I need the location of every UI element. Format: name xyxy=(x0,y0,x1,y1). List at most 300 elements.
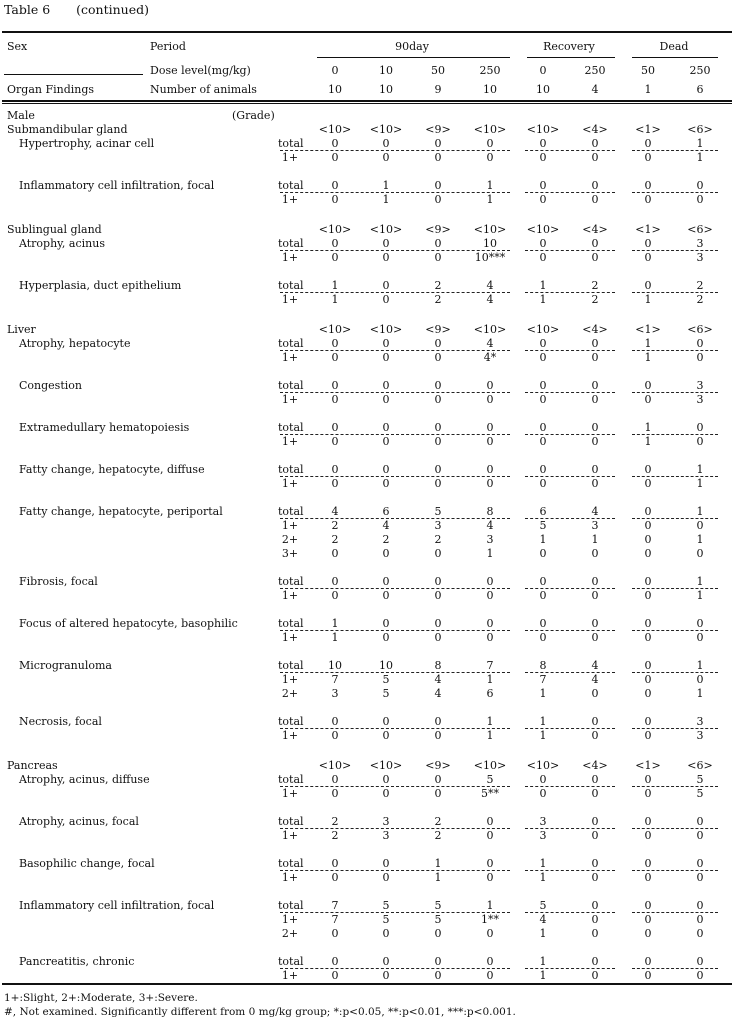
cell-value: 0 xyxy=(696,193,704,206)
cell-value: 0 xyxy=(591,237,599,250)
cell-value: 5 xyxy=(434,505,442,518)
group-n: <10> xyxy=(526,123,560,136)
cell-value: 0 xyxy=(644,687,652,700)
cell-value: 0 xyxy=(644,237,652,250)
grade-total: total xyxy=(278,815,304,828)
cell-value: 0 xyxy=(591,421,599,434)
cell-value: 0 xyxy=(539,379,547,392)
group-n: <10> xyxy=(526,323,560,336)
cell-value: 0 xyxy=(539,575,547,588)
footnote-significance: #, Not examined. Significantly different from 0 mg/kg group; *:p<0.05, **:p<0.01, ***:p<0.001. xyxy=(4,1006,516,1018)
cell-value: 1 xyxy=(539,293,547,306)
finding-name: Congestion xyxy=(19,379,82,392)
cell-value: 1 xyxy=(382,179,390,192)
cell-value: 0 xyxy=(486,955,494,968)
cell-value: 0 xyxy=(382,787,390,800)
cell-value: 1 xyxy=(486,673,494,686)
period-group-underline-0 xyxy=(317,57,510,58)
cell-value: 0 xyxy=(434,773,442,786)
cell-value: 1 xyxy=(539,533,547,546)
cell-value: 0 xyxy=(696,435,704,448)
animal-count: 10 xyxy=(379,83,393,96)
cell-value: 0 xyxy=(331,251,339,264)
grade-level: 1+ xyxy=(281,871,299,884)
cell-value: 3 xyxy=(696,379,704,392)
cell-value: 0 xyxy=(644,477,652,490)
cell-value: 0 xyxy=(696,337,704,350)
cell-value: 0 xyxy=(434,351,442,364)
cell-value: 0 xyxy=(331,857,339,870)
cell-value: 0 xyxy=(696,969,704,982)
cell-value: 0 xyxy=(591,913,599,926)
cell-value: 0 xyxy=(382,575,390,588)
cell-value: 0 xyxy=(644,533,652,546)
cell-value: 0 xyxy=(434,631,442,644)
organ-name: Liver xyxy=(7,323,36,336)
cell-value: 8 xyxy=(486,505,494,518)
finding-name: Inflammatory cell infiltration, focal xyxy=(19,179,215,192)
cell-value: 0 xyxy=(644,773,652,786)
cell-value: 0 xyxy=(331,927,339,940)
cell-value: 0 xyxy=(539,477,547,490)
footnote-grades: 1+:Slight, 2+:Moderate, 3+:Severe. xyxy=(4,992,198,1004)
table-continued-note: (continued) xyxy=(76,2,150,17)
cell-value: 0 xyxy=(382,729,390,742)
finding-name: Microgranuloma xyxy=(19,659,112,672)
cell-value: 6 xyxy=(539,505,547,518)
cell-value: 0 xyxy=(331,787,339,800)
group-n: <4> xyxy=(582,223,608,236)
cell-value: 0 xyxy=(434,729,442,742)
grade-level: 1+ xyxy=(281,251,299,264)
cell-value: 0 xyxy=(486,463,494,476)
grade-level: 1+ xyxy=(281,589,299,602)
group-n: <4> xyxy=(582,759,608,772)
cell-value: 0 xyxy=(331,463,339,476)
cell-value: 4 xyxy=(591,673,599,686)
group-n: <10> xyxy=(318,123,352,136)
cell-value: 1 xyxy=(696,151,704,164)
cell-value: 0 xyxy=(644,505,652,518)
cell-value: 7 xyxy=(331,899,339,912)
cell-value: 0 xyxy=(591,463,599,476)
cell-value: 0 xyxy=(644,969,652,982)
cell-value: 2 xyxy=(434,279,442,292)
cell-value: 0 xyxy=(591,151,599,164)
cell-value: 1 xyxy=(382,193,390,206)
organ-name: Submandibular gland xyxy=(7,123,128,136)
sex-label: Male xyxy=(7,109,35,122)
dose-value: 250 xyxy=(689,64,711,77)
cell-value: 7 xyxy=(539,673,547,686)
cell-value: 4 xyxy=(486,337,494,350)
grade-total: total xyxy=(278,659,304,672)
cell-value: 0 xyxy=(644,589,652,602)
cell-value: 2 xyxy=(591,293,599,306)
grade-total: total xyxy=(278,857,304,870)
finding-name: Fatty change, hepatocyte, diffuse xyxy=(19,463,205,476)
finding-name: Extramedullary hematopoiesis xyxy=(19,421,190,434)
cell-value: 1 xyxy=(486,899,494,912)
cell-value: 2 xyxy=(331,519,339,532)
cell-value: 0 xyxy=(696,179,704,192)
cell-value: 0 xyxy=(644,899,652,912)
cell-value: 4 xyxy=(331,505,339,518)
cell-value: 0 xyxy=(539,773,547,786)
grade-level: 1+ xyxy=(281,193,299,206)
cell-value: 1 xyxy=(696,687,704,700)
cell-value: 5 xyxy=(434,913,442,926)
cell-value: 1 xyxy=(331,293,339,306)
cell-value: 5 xyxy=(382,899,390,912)
grade-total: total xyxy=(278,505,304,518)
grade-level: 2+ xyxy=(281,687,299,700)
grade-level: 1+ xyxy=(281,393,299,406)
cell-value: 0 xyxy=(644,179,652,192)
cell-value: 0 xyxy=(644,715,652,728)
cell-value: 0 xyxy=(644,547,652,560)
cell-value: 0 xyxy=(591,631,599,644)
cell-value: 4 xyxy=(539,913,547,926)
cell-value: 0 xyxy=(486,829,494,842)
cell-value: 0 xyxy=(434,237,442,250)
cell-value: 0 xyxy=(434,337,442,350)
group-n: <1> xyxy=(635,123,661,136)
cell-value: 1 xyxy=(644,293,652,306)
grade-level: 2+ xyxy=(281,533,299,546)
cell-value: 0 xyxy=(696,631,704,644)
grade-level: 1+ xyxy=(281,519,299,532)
cell-value: 1 xyxy=(486,193,494,206)
cell-value: 0 xyxy=(486,575,494,588)
cell-value: 0 xyxy=(486,815,494,828)
cell-value: 0 xyxy=(644,137,652,150)
cell-value: 0 xyxy=(696,927,704,940)
cell-value: 0 xyxy=(644,279,652,292)
finding-name: Necrosis, focal xyxy=(19,715,102,728)
grade-total: total xyxy=(278,337,304,350)
cell-value: 1 xyxy=(539,857,547,870)
cell-value: 0 xyxy=(382,477,390,490)
cell-value: 0 xyxy=(382,237,390,250)
finding-name: Pancreatitis, chronic xyxy=(19,955,135,968)
cell-value: 0 xyxy=(644,617,652,630)
cell-value: 0 xyxy=(539,617,547,630)
cell-value: 3 xyxy=(591,519,599,532)
group-n: <10> xyxy=(369,123,403,136)
cell-value: 0 xyxy=(382,927,390,940)
cell-value: 0 xyxy=(539,179,547,192)
cell-value: 0 xyxy=(591,393,599,406)
group-n: <10> xyxy=(473,123,507,136)
cell-value: 1 xyxy=(539,955,547,968)
finding-name: Hyperplasia, duct epithelium xyxy=(19,279,182,292)
cell-value: 3 xyxy=(382,815,390,828)
grade-level: 1+ xyxy=(281,351,299,364)
dose-value: 10 xyxy=(379,64,393,77)
cell-value: 0 xyxy=(382,351,390,364)
cell-value: 0 xyxy=(331,193,339,206)
cell-value: 0 xyxy=(539,137,547,150)
grade-total: total xyxy=(278,899,304,912)
cell-value: 0 xyxy=(382,969,390,982)
cell-value: 5 xyxy=(539,899,547,912)
organ-name: Pancreas xyxy=(7,759,58,772)
cell-value: 5 xyxy=(382,687,390,700)
cell-value: 1 xyxy=(644,351,652,364)
cell-value: 0 xyxy=(696,617,704,630)
cell-value: 3 xyxy=(696,715,704,728)
cell-value: 0 xyxy=(644,913,652,926)
cell-value: 0 xyxy=(591,899,599,912)
cell-value: 0 xyxy=(434,421,442,434)
cell-value: 0 xyxy=(382,715,390,728)
group-n: <6> xyxy=(687,123,713,136)
cell-value: 0 xyxy=(644,393,652,406)
dose-level-header: Dose level(mg/kg) xyxy=(150,64,251,77)
cell-value: 0 xyxy=(434,477,442,490)
period-group-underline-1 xyxy=(527,57,615,58)
cell-value: 0 xyxy=(644,857,652,870)
cell-value: 1 xyxy=(696,505,704,518)
cell-value: 3 xyxy=(539,829,547,842)
finding-name: Atrophy, acinus, diffuse xyxy=(19,773,150,786)
cell-value: 4 xyxy=(486,519,494,532)
cell-value: 0 xyxy=(644,659,652,672)
cell-value: 0 xyxy=(486,857,494,870)
cell-value: 0 xyxy=(434,463,442,476)
cell-value: 4 xyxy=(591,659,599,672)
grade-level: 1+ xyxy=(281,729,299,742)
cell-value: 0 xyxy=(644,519,652,532)
cell-value: 0 xyxy=(486,589,494,602)
cell-value: 0 xyxy=(591,857,599,870)
number-of-animals-header: Number of animals xyxy=(150,83,257,96)
cell-value: 1 xyxy=(696,137,704,150)
cell-value: 1 xyxy=(486,729,494,742)
cell-value: 1 xyxy=(644,337,652,350)
cell-value: 0 xyxy=(539,435,547,448)
cell-value: 7 xyxy=(486,659,494,672)
cell-value: 1 xyxy=(331,631,339,644)
cell-value: 0 xyxy=(331,151,339,164)
cell-value: 0 xyxy=(644,631,652,644)
cell-value: 0 xyxy=(696,519,704,532)
group-n: <6> xyxy=(687,759,713,772)
cell-value: 0 xyxy=(434,617,442,630)
grade-total: total xyxy=(278,463,304,476)
cell-value: 3 xyxy=(696,729,704,742)
cell-value: 0 xyxy=(382,435,390,448)
animal-count: 10 xyxy=(536,83,550,96)
group-n: <10> xyxy=(473,323,507,336)
cell-value: 2 xyxy=(696,279,704,292)
cell-value: 0 xyxy=(486,969,494,982)
cell-value: 3 xyxy=(696,237,704,250)
finding-name: Hypertrophy, acinar cell xyxy=(19,137,155,150)
organ-findings-header: Organ Findings xyxy=(7,83,95,96)
grade-total: total xyxy=(278,137,304,150)
cell-value: 0 xyxy=(591,547,599,560)
cell-value: 1 xyxy=(696,463,704,476)
grade-level: 1+ xyxy=(281,787,299,800)
cell-value: 0 xyxy=(382,773,390,786)
period-group-underline-2 xyxy=(632,57,718,58)
group-n: <10> xyxy=(526,759,560,772)
cell-value: 7 xyxy=(331,913,339,926)
cell-value: 0 xyxy=(486,151,494,164)
cell-value: 0 xyxy=(539,631,547,644)
grade-total: total xyxy=(278,421,304,434)
cell-value: 0 xyxy=(331,337,339,350)
cell-value: 1 xyxy=(696,659,704,672)
grade-level: 1+ xyxy=(281,673,299,686)
bottom-rule xyxy=(2,983,732,985)
cell-value: 5 xyxy=(486,773,494,786)
cell-value: 0 xyxy=(591,179,599,192)
cell-value: 0 xyxy=(539,393,547,406)
cell-value: 0 xyxy=(644,251,652,264)
cell-value: 1 xyxy=(539,969,547,982)
header-rule-2 xyxy=(2,103,732,104)
cell-value: 0 xyxy=(539,589,547,602)
cell-value: 0 xyxy=(331,715,339,728)
cell-value: 0 xyxy=(591,337,599,350)
cell-value: 0 xyxy=(644,871,652,884)
cell-value: 0 xyxy=(331,773,339,786)
cell-value: 4 xyxy=(486,279,494,292)
cell-value: 0 xyxy=(539,337,547,350)
finding-name: Atrophy, hepatocyte xyxy=(19,337,131,350)
cell-value: 0 xyxy=(539,251,547,264)
animal-count: 4 xyxy=(591,83,599,96)
dose-value: 250 xyxy=(479,64,501,77)
group-n: <6> xyxy=(687,323,713,336)
grade-level: 1+ xyxy=(281,631,299,644)
cell-value: 0 xyxy=(382,955,390,968)
cell-value: 1 xyxy=(539,927,547,940)
cell-value: 0 xyxy=(696,815,704,828)
cell-value: 0 xyxy=(331,589,339,602)
group-n: <10> xyxy=(369,223,403,236)
grade-total: total xyxy=(278,715,304,728)
animal-count: 6 xyxy=(696,83,704,96)
cell-value: 0 xyxy=(539,237,547,250)
cell-value: 0 xyxy=(331,421,339,434)
grade-label: (Grade) xyxy=(232,109,275,122)
dose-value: 0 xyxy=(331,64,339,77)
cell-value: 0 xyxy=(486,871,494,884)
cell-value: 0 xyxy=(331,379,339,392)
cell-value: 0 xyxy=(382,393,390,406)
cell-value: 5 xyxy=(382,673,390,686)
group-n: <10> xyxy=(318,323,352,336)
cell-value: 0 xyxy=(434,137,442,150)
group-n: <9> xyxy=(425,323,451,336)
grade-level: 1+ xyxy=(281,477,299,490)
cell-value: 0 xyxy=(591,715,599,728)
cell-value: 0 xyxy=(382,251,390,264)
cell-value: 0 xyxy=(382,137,390,150)
cell-value: 0 xyxy=(539,547,547,560)
cell-value: 0 xyxy=(382,871,390,884)
cell-value: 0 xyxy=(331,575,339,588)
cell-value: 0 xyxy=(644,193,652,206)
cell-value: 0 xyxy=(591,193,599,206)
grade-level: 1+ xyxy=(281,969,299,982)
cell-value: 0 xyxy=(331,237,339,250)
cell-value: 0 xyxy=(486,617,494,630)
animal-count: 10 xyxy=(328,83,342,96)
cell-value: 0 xyxy=(539,787,547,800)
cell-value: 0 xyxy=(382,631,390,644)
cell-value: 0 xyxy=(434,787,442,800)
finding-name: Inflammatory cell infiltration, focal xyxy=(19,899,215,912)
group-n: <10> xyxy=(318,223,352,236)
cell-value: 0 xyxy=(486,421,494,434)
sex-separator-line xyxy=(4,74,143,75)
cell-value: 0 xyxy=(434,251,442,264)
cell-value: 1 xyxy=(539,279,547,292)
period-group-0: 90day xyxy=(395,40,429,53)
cell-value: 0 xyxy=(644,729,652,742)
finding-name: Focus of altered hepatocyte, basophilic xyxy=(19,617,238,630)
cell-value: 0 xyxy=(486,137,494,150)
cell-value: 0 xyxy=(539,193,547,206)
cell-value: 3 xyxy=(486,533,494,546)
cell-value: 1 xyxy=(486,547,494,560)
cell-value: 0 xyxy=(591,927,599,940)
group-n: <6> xyxy=(687,223,713,236)
group-n: <1> xyxy=(635,323,661,336)
cell-value: 0 xyxy=(434,179,442,192)
animal-count: 10 xyxy=(483,83,497,96)
group-n: <1> xyxy=(635,223,661,236)
cell-value: 1 xyxy=(331,617,339,630)
cell-value: 3 xyxy=(696,393,704,406)
cell-value: 0 xyxy=(486,477,494,490)
cell-value: 10*** xyxy=(474,251,506,264)
cell-value: 0 xyxy=(434,393,442,406)
cell-value: 0 xyxy=(696,351,704,364)
cell-value: 0 xyxy=(644,955,652,968)
cell-value: 1 xyxy=(539,871,547,884)
finding-name: Basophilic change, focal xyxy=(19,857,155,870)
cell-value: 0 xyxy=(486,927,494,940)
cell-value: 0 xyxy=(644,463,652,476)
cell-value: 0 xyxy=(696,913,704,926)
cell-value: 3 xyxy=(696,251,704,264)
cell-value: 0 xyxy=(539,151,547,164)
cell-value: 0 xyxy=(591,379,599,392)
cell-value: 0 xyxy=(434,927,442,940)
cell-value: 2 xyxy=(331,829,339,842)
cell-value: 0 xyxy=(591,251,599,264)
group-n: <9> xyxy=(425,123,451,136)
cell-value: 0 xyxy=(382,547,390,560)
cell-value: 0 xyxy=(382,589,390,602)
cell-value: 0 xyxy=(331,393,339,406)
cell-value: 0 xyxy=(434,379,442,392)
cell-value: 0 xyxy=(591,815,599,828)
grade-level: 2+ xyxy=(281,927,299,940)
cell-value: 0 xyxy=(434,589,442,602)
cell-value: 0 xyxy=(434,193,442,206)
grade-total: total xyxy=(278,379,304,392)
group-n: <10> xyxy=(473,223,507,236)
cell-value: 4 xyxy=(434,673,442,686)
cell-value: 0 xyxy=(382,279,390,292)
